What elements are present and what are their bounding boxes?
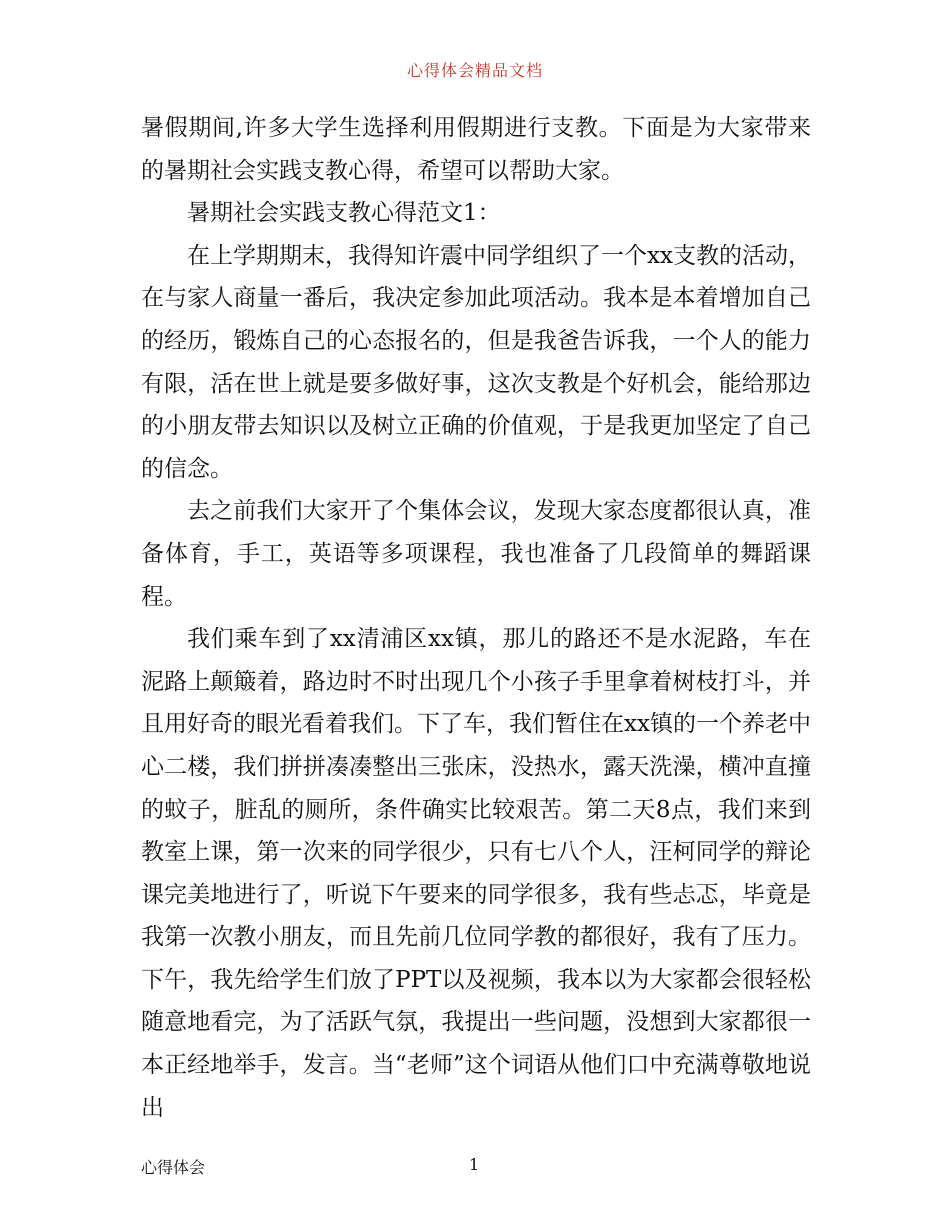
- paragraph-body-1: 在上学期期末，我得知许震中同学组织了一个xx支教的活动，在与家人商量一番后，我决定参加此项活动。我本是本着增加自己的经历，锻炼自己的心态报名的，但是我爸告诉我，一个人的能力有限，活在世上就是要多做好事，这次支教是个好机会，能给那边的小朋友带去知识以及树立正确的价值观，于是我更加坚定了自己的信念。: [141, 242, 811, 482]
- page-header-title: 心得体会精品文档: [406, 61, 543, 80]
- paragraph-body-3: 我们乘车到了xx清浦区xx镇，那儿的路还不是水泥路，车在泥路上颠簸着，路边时不时出现几个小孩子手里拿着树枝打斗，并且用好奇的眼光看着我们。下了车，我们暂住在xx镇的一个养老中心二楼，我们拼拼凑凑整出三张床，没热水，露天洗澡，横冲直撞的蚊子，脏乱的厕所，条件确实比较艰苦。第二天8点，我们来到教室上课，第一次来的同学很少，只有七八个人，汪柯同学的辩论课完美地进行了，听说下午要来的同学很多，我有些忐忑，毕竟是我第一次教小朋友，而且先前几位同学教的都很好，我有了压力。下午，我先给学生们放了PPT以及视频，我本以为大家都会很轻松随意地看完，为了活跃气氛，我提出一些问题，没想到大家都很一本正经地举手，发言。当“老师”这个词语从他们口中充满尊敬地说出: [141, 626, 811, 1121]
- paragraph-body-2: 去之前我们大家开了个集体会议，发现大家态度都很认真，准备体育，手工，英语等多项课程，我也准备了几段简单的舞蹈课程。: [141, 498, 811, 610]
- paragraph-intro: 暑假期间,许多大学生选择利用假期进行支教。下面是为大家带来的暑期社会实践支教心得，希望可以帮助大家。: [141, 115, 811, 184]
- page-number: 1: [469, 1155, 480, 1174]
- footer-label: 心得体会: [141, 1158, 206, 1177]
- paragraph-sample-heading: 暑期社会实践支教心得范文1：: [187, 200, 501, 227]
- document-body: [141, 107, 811, 1129]
